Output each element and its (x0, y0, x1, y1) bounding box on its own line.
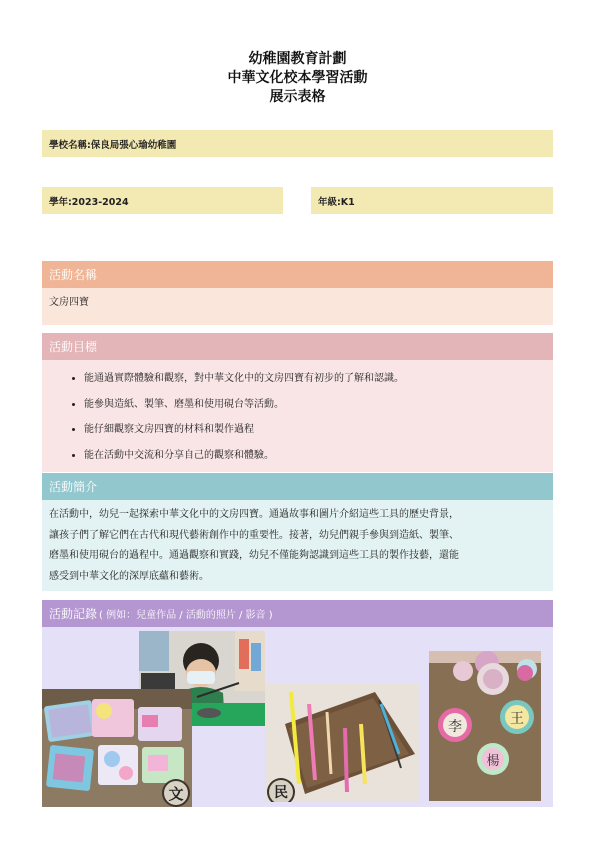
photo-clay-name-seals (429, 651, 541, 801)
page-title-line-2: 中華文化校本學習活動 (227, 70, 368, 86)
activity-name-value: 文房四寶 (49, 297, 89, 308)
activity-records-subheading: ( 例如：兒童作品 / 活動的照片 / 影音 ) (99, 610, 273, 621)
clay-seal-character: 楊 (486, 754, 500, 769)
intro-line: 感受到中華文化的深厚底蘊和藝術。 (49, 570, 209, 582)
goal-item: • 能仔細觀察文房四寶的材料和製作過程 (84, 424, 553, 436)
intro-line: 在活動中，幼兒一起探索中華文化中的文房四寶。通過故事和圖片介紹這些工具的歷史背景， (49, 509, 459, 520)
activity-records-heading (42, 600, 553, 627)
goal-item: • 能通過實際體驗和觀察，對中華文化中的文房四寶有初步的了解和認識。 (84, 373, 553, 385)
activity-intro-body (42, 500, 553, 591)
school-name-field: 學校名稱:保良局張心瑜幼稚園 (42, 130, 553, 157)
clay-seal-character: 李 (448, 719, 462, 735)
activity-goals-heading (42, 333, 553, 360)
grade-field: 年級:K1 (311, 187, 553, 214)
activity-goals-heading-text: 活動目標 (49, 340, 98, 354)
activity-intro-heading-text: 活動簡介 (49, 480, 98, 494)
activity-name-body (42, 288, 553, 325)
paper-card-character: 文 (168, 785, 184, 803)
photo-handmade-brushes (265, 684, 420, 802)
activity-goals-body (42, 360, 553, 472)
goal-item: • 能參與造紙、製筆、磨墨和使用硯台等活動。 (84, 399, 553, 411)
activity-intro-heading (42, 473, 553, 500)
activity-name-heading-text: 活動名稱 (49, 268, 98, 282)
page-title-line-3: 展示表格 (269, 89, 326, 105)
intro-line: 讓孩子們了解它們在古代和現代藝術創作中的重要性。接著，幼兒們親手參與到造紙、製筆、 (49, 529, 459, 541)
intro-line: 磨墨和使用硯台的過程中。通過觀察和實踐，幼兒不僅能夠認識到這些工具的製作技藝，還能 (49, 550, 459, 561)
photo-handmade-paper-cards (42, 689, 192, 807)
goal-item: • 能在活動中交流和分享自己的觀察和體驗。 (84, 450, 553, 462)
clay-seal-character: 王 (510, 711, 524, 727)
goals-list (42, 373, 553, 462)
brush-board-character: 民 (274, 785, 288, 801)
school-year-field: 學年:2023-2024 (42, 187, 283, 214)
activity-name-heading (42, 261, 553, 288)
intro-paragraph (42, 500, 553, 587)
page-title-line-1: 幼稚園教育計劃 (248, 51, 347, 67)
activity-records-heading-text: 活動記錄 (49, 607, 98, 621)
